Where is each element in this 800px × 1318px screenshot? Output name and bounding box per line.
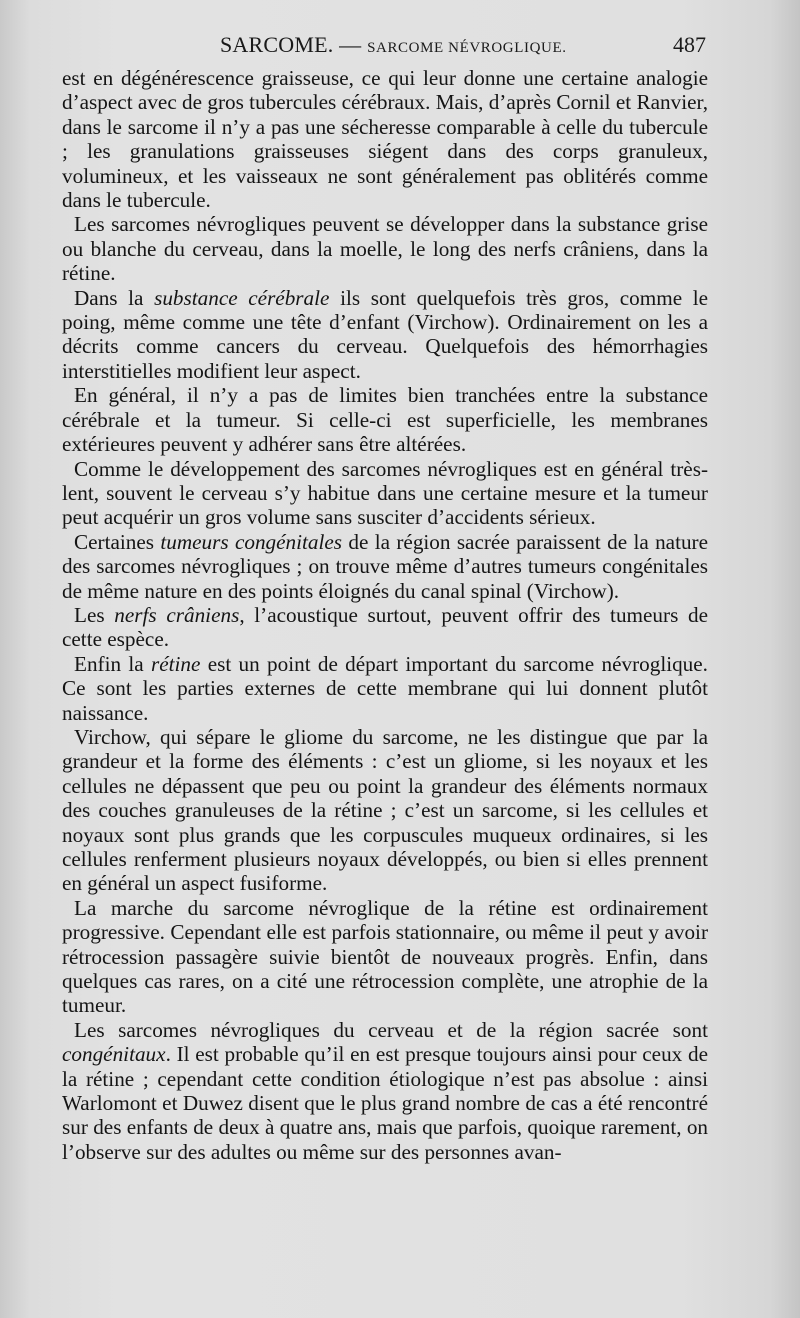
text-run: Les sarcomes névrogliques peuvent se développer dans la substance grise ou blanche du cerveau, dans la moelle, le long des nerfs crâniens, dans la rétine. xyxy=(62,212,708,286)
header-dash: — xyxy=(339,32,362,57)
running-header xyxy=(60,30,710,66)
text-run: Dans la xyxy=(74,285,155,310)
text-run: Enfin la xyxy=(74,651,151,676)
text-run: Les xyxy=(74,602,115,627)
paragraph xyxy=(62,457,708,530)
text-run: Les sarcomes névrogliques du cerveau et de la région sacrée sont xyxy=(74,1017,708,1042)
italic-term: congénitaux xyxy=(62,1042,166,1067)
paragraph xyxy=(62,212,708,285)
text-run: Comme le développement des sarcomes névrogliques est en général très-lent, souvent le cerveau s’y habitue dans une certaine mesure et la tumeur peut acquérir un gros volume sans susciter d’accidents sérieux. xyxy=(62,456,708,530)
paragraph xyxy=(62,652,708,725)
running-title xyxy=(220,32,567,58)
text-run: ils sont quelquefois très gros, comme le poing, même comme une tête d’enfant (Virchow). Ordinairement on les a décrits comme cancers du cerveau. Quelquefois des hémorrhagies interstitielles modifient leur aspect. xyxy=(62,285,709,383)
text-run: Certaines xyxy=(74,529,161,554)
text-run: est en dégénérescence graisseuse, ce qui leur donne une certaine analogie d’aspect avec de gros tubercules cérébraux. Mais, d’après Cornil et Ranvier, dans le sarcome il n’y a pas une sécheresse comparable à celle du tubercule ; les granulations graisseuses siégent dans des corps granuleux, volumineux, et les vaisseaux ne sont généralement pas oblitérés comme dans le tubercule. xyxy=(62,66,708,213)
paragraph xyxy=(62,896,708,1018)
italic-term: tumeurs congénitales xyxy=(160,529,343,554)
page-number: 487 xyxy=(673,32,706,57)
body-text xyxy=(62,66,708,1164)
text-run: . Il est probable qu’il en est presque toujours ainsi pour ceux de la rétine ; cependant cette condition étiologique n’est pas absolue : ainsi Warlomont et Duwez disent que le plus grand nombre de cas a été rencontré sur des enfants de deux à quatre ans, mais que parfois, quoique rarement, on l’observe sur des adultes ou même sur des personnes avan- xyxy=(62,1042,709,1164)
italic-term: nerfs crâniens xyxy=(114,602,240,627)
paragraph xyxy=(62,530,708,603)
italic-term: rétine xyxy=(150,651,201,676)
paragraph xyxy=(62,383,708,456)
italic-term: substance cérébrale xyxy=(154,285,330,310)
text-run: Virchow, qui sépare le gliome du sarcome, ne les distingue que par la grandeur et la forme des éléments : c’est un gliome, si les noyaux et les cellules ne dépassent que peu ou point la grandeur des éléments normaux des couches granuleuses de la rétine ; c’est un sarcome, si les cellules et noyaux sont plus grands que les corpuscules muqueux ordinaires, si les cellules renferment plusieurs noyaux développés, ou bien si elles prennent en général un aspect fusiforme. xyxy=(62,724,708,896)
paragraph xyxy=(62,286,708,384)
paragraph xyxy=(62,1018,708,1164)
text-run: de la région sacrée paraissent de la nature des sarcomes névrogliques ; on trouve même d’autres tumeurs congénitales de même nature en des points éloignés du canal spinal (Virchow). xyxy=(62,529,709,603)
text-run: , l’acoustique surtout, peuvent offrir des tumeurs de cette espèce. xyxy=(62,602,708,652)
text-run: En général, il n’y a pas de limites bien tranchées entre la substance cérébrale et la tumeur. Si celle-ci est superficielle, les membranes extérieures peuvent y adhérer sans être altérées. xyxy=(62,383,708,457)
text-run: est un point de départ important du sarcome névroglique. Ce sont les parties externes de cette membrane qui lui donnent plutôt naissance. xyxy=(62,651,708,725)
paragraph xyxy=(62,603,708,652)
paragraph xyxy=(62,66,708,212)
paragraph xyxy=(62,725,708,896)
header-subtitle: SARCOME NÉVROGLIQUE. xyxy=(367,40,567,56)
text-run: La marche du sarcome névroglique de la rétine est ordinairement progressive. Cependant elle est parfois stationnaire, ou même il peut y avoir rétrocession passagère suivie bientôt de nouveaux progrès. Enfin, dans quelques cas rares, on a cité une rétrocession complète, une atrophie de la tumeur. xyxy=(62,895,708,1018)
header-title: SARCOME. xyxy=(220,32,334,57)
